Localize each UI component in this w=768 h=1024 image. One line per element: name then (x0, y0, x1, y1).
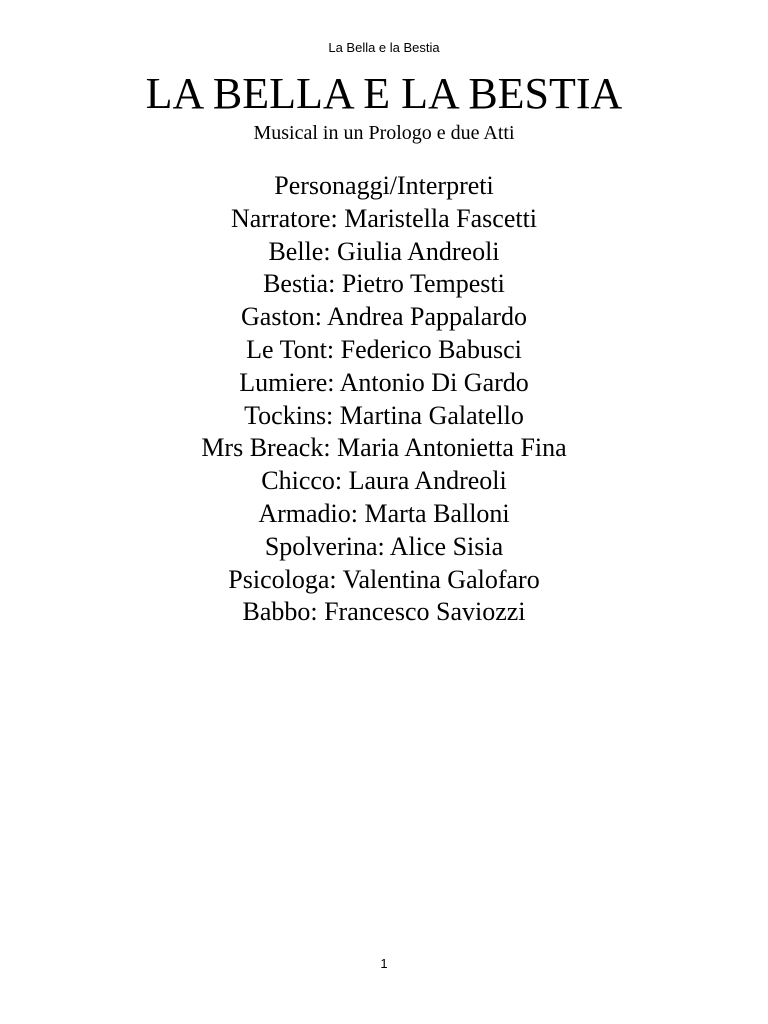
cast-item: Narratore: Maristella Fascetti (230, 203, 538, 233)
cast-item: Le Tont: Federico Babusci (246, 334, 522, 364)
cast-item: Belle: Giulia Andreoli (268, 236, 500, 266)
cast-item: Chicco: Laura Andreoli (261, 466, 507, 496)
cast-item: Psicologa: Valentina Galofaro (228, 564, 540, 594)
cast-item: Babbo: Francesco Saviozzi (242, 597, 526, 627)
document-subtitle: Musical in un Prologo e due Atti (253, 122, 515, 144)
cast-item: Tockins: Martina Galatello (244, 400, 524, 430)
cast-item: Spolverina: Alice Sisia (264, 531, 504, 561)
cast-list (0, 170, 768, 629)
cast-item: Bestia: Pietro Tempesti (263, 269, 505, 299)
running-header: La Bella e la Bestia (328, 40, 440, 55)
page-number: 1 (380, 956, 388, 971)
cast-item: Mrs Breack: Maria Antonietta Fina (201, 433, 567, 463)
document-title: LA BELLA E LA BESTIA (145, 69, 623, 118)
cast-item: Gaston: Andrea Pappalardo (241, 302, 527, 332)
cast-heading: Personaggi/Interpreti (274, 171, 494, 200)
cast-item: Lumiere: Antonio Di Gardo (239, 367, 529, 397)
cast-item: Armadio: Marta Balloni (258, 498, 510, 528)
